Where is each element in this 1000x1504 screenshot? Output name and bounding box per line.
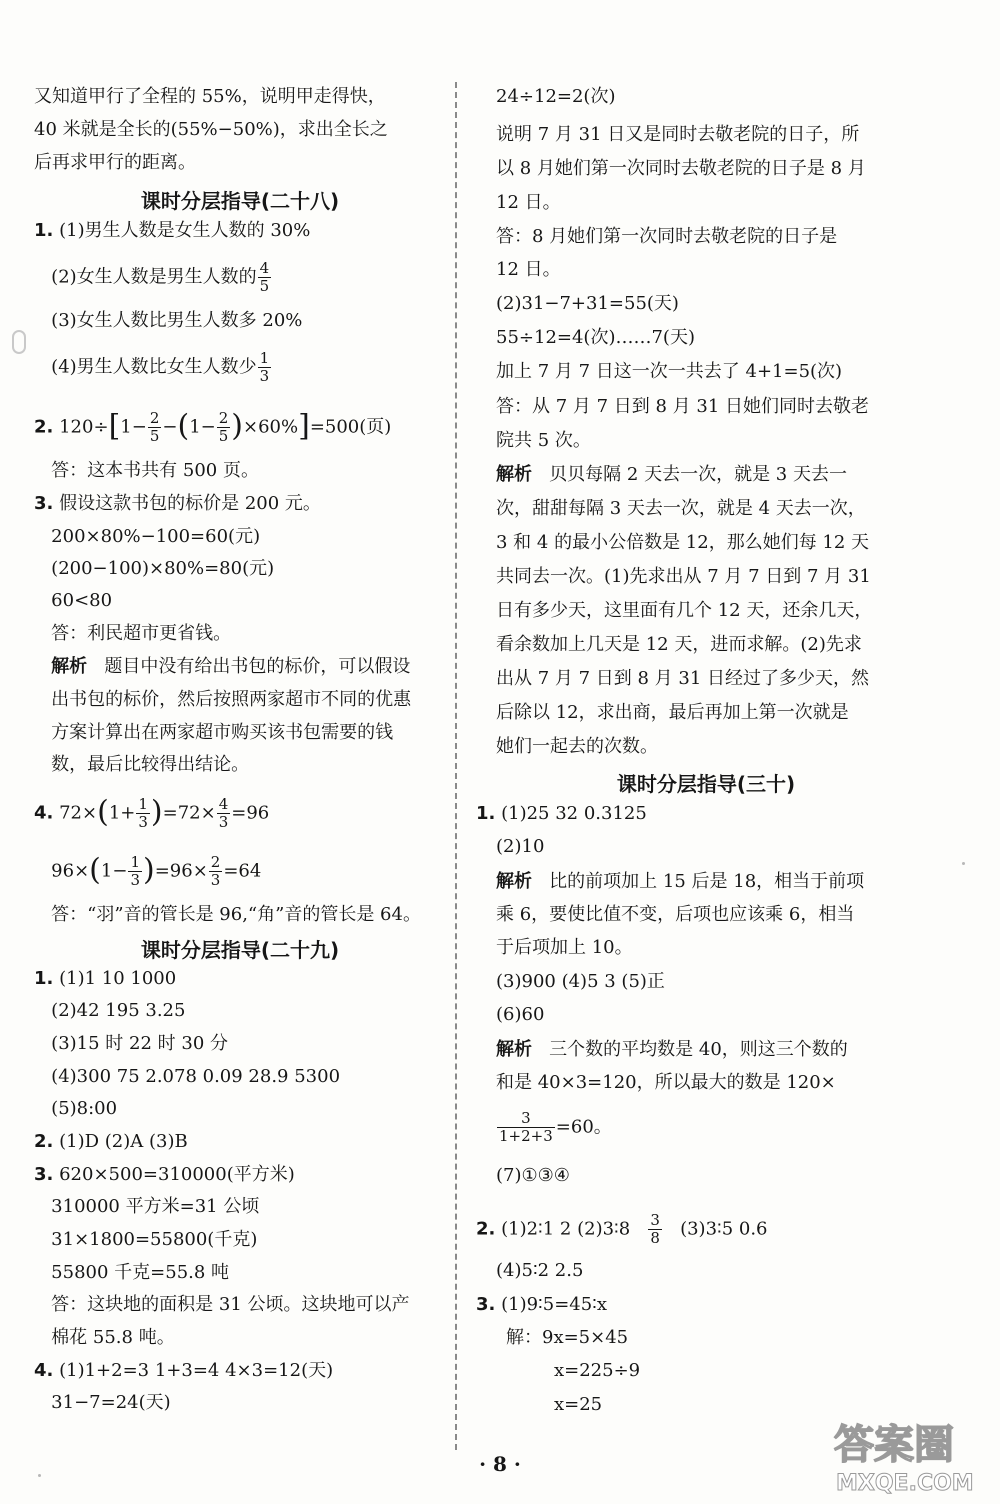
q30-1-analysis-1: 解析 比的前项加上 15 后是 18，相当于前项 <box>496 871 865 892</box>
q28-4-row-2: 96×(1− $\frac{1}{3}$ )=96× $\frac{2}{3}$ =64 <box>51 852 262 889</box>
fraction: $\frac{1}{3}$ <box>138 795 148 831</box>
section-heading-29: 课时分层指导(二十九) <box>140 938 340 962</box>
q30-1-fraction-line: $\frac{3}{1+2+3}$ =60。 <box>499 1109 612 1145</box>
intro-line-3: 后再求甲行的距离。 <box>34 152 196 173</box>
q28-3-analysis-4: 数，最后比较得出结论。 <box>51 754 250 775</box>
fraction: $\frac{1}{3}$ <box>130 853 140 889</box>
r-analysis-1: 解析 贝贝每隔 2 天去一次，就是 3 天去一 <box>496 464 847 485</box>
q29-1-line-1: 1. (1)1 10 1000 <box>34 968 177 989</box>
q-number: 1. <box>34 220 54 241</box>
q29-1-line-4: (4)300 75 2.078 0.09 28.9 5300 <box>51 1066 341 1087</box>
r-analysis-6: 看余数加上几天是 12 天，进而求解。(2)先求 <box>496 634 862 655</box>
fraction: $\frac{2}{3}$ <box>210 853 221 889</box>
q28-4-answer: 答：“羽”音的管长是 96,“角”音的管长是 64。 <box>51 904 421 925</box>
q30-3-line-1: 3. (1)9∶5=45∶x <box>476 1294 608 1315</box>
r-analysis-2: 次，甜甜每隔 3 天去一次，就是 4 天去一次， <box>496 498 866 519</box>
q29-3-line-5: 答：这块地的面积是 31 公顷。这块地可以产 <box>51 1294 410 1315</box>
q28-3-line-4: 60<80 <box>51 590 113 611</box>
page-number: · 8 · <box>479 1452 521 1476</box>
analysis-tag: 解析 <box>496 871 532 892</box>
scan-speck <box>962 862 965 865</box>
section-heading-30: 课时分层指导(三十) <box>616 772 796 796</box>
r-line-4: 12 日。 <box>496 192 561 213</box>
q28-3-line-1: 3. 假设这款书包的标价是 200 元。 <box>34 493 321 514</box>
r-line-8: 55÷12=4(次)……7(天) <box>496 327 695 348</box>
intro-line-1: 又知道甲行了全程的 55%，说明甲走得快， <box>34 86 386 107</box>
q28-3-line-2: 200×80%−100=60(元) <box>51 526 261 547</box>
fraction: $\frac{2}{5}$ <box>149 409 160 445</box>
q30-2-line-2: (4)5∶2 2.5 <box>496 1260 584 1281</box>
r-line-6: 12 日。 <box>496 259 561 280</box>
q30-3-line-4: x=25 <box>554 1394 603 1415</box>
q28-2-answer: 答：这本书共有 500 页。 <box>51 460 259 481</box>
q28-3-line-3: (200−100)×80%=80(元) <box>51 558 275 579</box>
r-line-3: 以 8 月她们第一次同时去敬老院的日子是 8 月 <box>496 158 866 179</box>
q29-3-line-3: 31×1800=55800(千克) <box>51 1229 258 1250</box>
fraction: $\frac{2}{5}$ <box>218 409 229 445</box>
fraction: $\frac{4}{5}$ <box>259 259 270 295</box>
r-line-1: 24÷12=2(次) <box>496 86 616 107</box>
intro-line-2: 40 米就是全长的(55%−50%)，求出全长之 <box>34 119 388 140</box>
analysis-tag: 解析 <box>496 464 532 485</box>
q30-1-line-3: (3)900 (4)5 3 (5)正 <box>496 971 665 992</box>
q28-3-analysis-3: 方案计算出在两家超市购买该书包需要的钱 <box>51 722 394 743</box>
r-line-11: 院共 5 次。 <box>496 430 591 451</box>
q30-1-analysis-4: 解析 三个数的平均数是 40，则这三个数的 <box>496 1039 848 1060</box>
r-line-10: 答：从 7 月 7 日到 8 月 31 日她们同时去敬老 <box>496 396 870 417</box>
q30-1-analysis-3: 于后项加上 10。 <box>496 937 633 958</box>
watermark-logo <box>826 1410 996 1498</box>
q29-4-line-2: 31−7=24(天) <box>51 1392 171 1413</box>
r-analysis-7: 出从 7 月 7 日到 8 月 31 日经过了多少天，然 <box>496 668 870 689</box>
r-line-9: 加上 7 月 7 日这一次一共去了 4+1=5(次) <box>496 361 843 382</box>
r-analysis-4: 共同去一次。(1)先求出从 7 月 7 日到 7 月 31 <box>496 566 871 587</box>
q29-1-line-3: (3)15 时 22 时 30 分 <box>51 1033 228 1054</box>
q28-3-analysis-2: 出书包的标价，然后按照两家超市不同的优惠 <box>51 689 412 710</box>
q30-1-analysis-5: 和是 40×3=120，所以最大的数是 120× <box>496 1072 836 1093</box>
q29-1-line-2: (2)42 195 3.25 <box>51 1000 186 1021</box>
q30-3-line-2: 解：9x=5×45 <box>506 1327 629 1348</box>
q30-1-line-1: 1. (1)25 32 0.3125 <box>476 803 647 824</box>
fraction: $\frac{4}{3}$ <box>218 795 229 831</box>
svg-text:答案圈: 答案圈 <box>834 1422 954 1468</box>
q30-1-line-4: (6)60 <box>496 1004 545 1025</box>
fraction: $\frac{3}{1+2+3}$ <box>499 1109 553 1145</box>
q29-3-line-2: 310000 平方米=31 公顷 <box>51 1196 260 1217</box>
q28-3-analysis-1: 解析 题目中没有给出书包的标价，可以假设 <box>51 656 411 677</box>
q30-2-line-1: 2. (1)2∶1 2 (2)3∶8 $\frac{3}{8}$ (3)3∶5 0.6 <box>476 1211 768 1247</box>
q29-1-line-5: (5)8:00 <box>51 1098 118 1119</box>
q30-1-line-5: (7)①③④ <box>496 1165 570 1186</box>
q29-4-line-1: 4. (1)1+2=3 1+3=4 4×3=12(天) <box>34 1360 334 1381</box>
q28-1-d: (4)男生人数比女生人数少 $\frac{1}{3}$ <box>51 349 270 385</box>
analysis-tag: 解析 <box>51 656 88 677</box>
q28-4-row-1: 4. 72×(1+ $\frac{1}{3}$ )=72× $\frac{4}{3}$ =96 <box>34 794 270 831</box>
r-line-2: 说明 7 月 31 日又是同时去敬老院的日子，所 <box>496 124 860 145</box>
q30-3-line-3: x=225÷9 <box>554 1360 641 1381</box>
r-analysis-8: 后除以 12，求出商，最后再加上第一次就是 <box>496 702 849 723</box>
section-heading-28: 课时分层指导(二十八) <box>140 189 340 213</box>
q28-1-b-text: (2)女生人数是男生人数的 <box>51 266 257 288</box>
q29-3-line-4: 55800 千克=55.8 吨 <box>51 1262 230 1283</box>
fraction: $\frac{1}{3}$ <box>259 349 270 385</box>
q29-3-line-6: 棉花 55.8 吨。 <box>51 1327 175 1348</box>
q28-2-expression: 2. 120÷[1− $\frac{2}{5}$ −(1− $\frac{2}{5}$ )×60%]=500(页) <box>34 408 392 445</box>
r-line-5: 答：8 月她们第一次同时去敬老院的日子是 <box>496 226 838 247</box>
q28-1-a <box>34 218 310 244</box>
q30-1-line-2: (2)10 <box>496 836 545 857</box>
scan-mark <box>12 330 26 354</box>
fraction: $\frac{3}{8}$ <box>650 1211 660 1247</box>
analysis-tag: 解析 <box>496 1039 532 1060</box>
r-line-7: (2)31−7+31=55(天) <box>496 293 679 314</box>
svg-text:MXQE.COM: MXQE.COM <box>836 1471 974 1496</box>
q28-3-line-5: 答：利民超市更省钱。 <box>51 623 232 644</box>
q28-1-c: (3)女生人数比男生人数多 20% <box>51 310 303 331</box>
r-analysis-3: 3 和 4 的最小公倍数是 12，那么她们每 12 天 <box>496 532 870 553</box>
scan-speck <box>38 1474 41 1477</box>
q29-2: 2. (1)D (2)A (3)B <box>34 1131 188 1152</box>
q30-1-analysis-2: 乘 6，要使比值不变，后项也应该乘 6，相当 <box>496 904 855 925</box>
column-divider <box>455 82 457 1450</box>
q28-1-b <box>34 259 272 295</box>
q29-3-line-1: 3. 620×500=310000(平方米) <box>34 1164 295 1185</box>
r-analysis-5: 日有多少天，这里面有几个 12 天，还余几天， <box>496 600 873 621</box>
q28-1-a-text: (1)男生人数是女生人数的 30% <box>59 220 311 241</box>
r-analysis-9: 她们一起去的次数。 <box>496 736 658 757</box>
